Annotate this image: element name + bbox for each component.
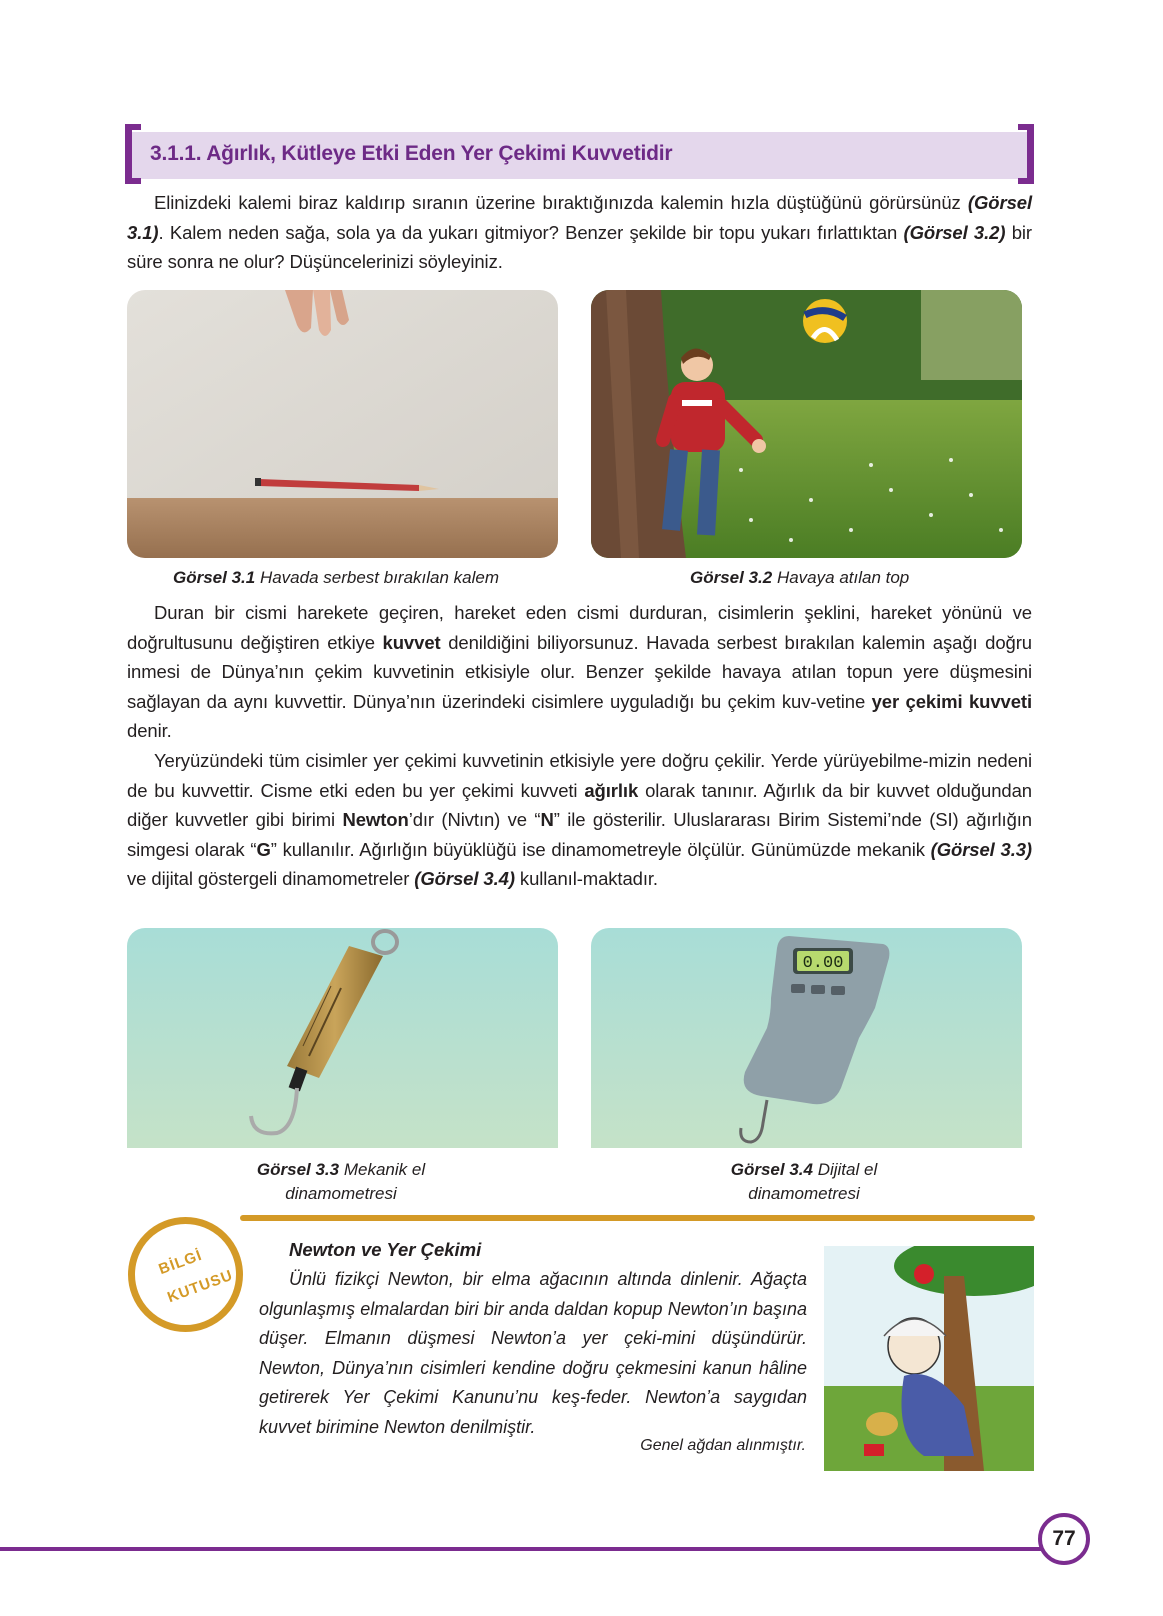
info-box-source: Genel ağdan alınmıştır.	[640, 1437, 806, 1454]
figure-3-2-caption: Görsel 3.2 Havaya atılan top	[690, 568, 910, 587]
figure-3-1-caption: Görsel 3.1 Havada serbest bırakılan kalem	[173, 568, 500, 587]
figure-3-3-photo	[127, 928, 558, 1148]
header-bracket-left-bottom	[125, 178, 141, 184]
figure-3-4-caption: Görsel 3.4 Dijital el dinamometresi	[730, 1160, 878, 1203]
body-paragraph-2: Yeryüzündeki tüm cisimler yer çekimi kuvvetinin etkisiyle yere doğru çekilir. Yerde yürüyebilme-mizin nedeni de bu kuvvettir. Cisme etki eden bu yer çekimi kuvveti ağırlık olarak tanınır. Ağırlık da bir kuvvet olduğundan diğer kuvvetler gibi birimi Newton’dır (Nivtın) ve “N” ile gösterilir. Uluslararası Birim Sistemi’nde (SI) ağırlığın simgesi olarak “G” kullanılır. Ağırlığın büyüklüğü ise dinamometreyle ölçülür. Günümüzde mekanik (Görsel 3.3) ve dijital göstergeli dinamometreler (Görsel 3.4) kullanıl-maktadır.	[127, 750, 1032, 889]
info-box-rule	[240, 1215, 1035, 1221]
header-bracket-right-bottom	[1018, 178, 1034, 184]
info-box-badge-line1: BİLGİ	[156, 1246, 205, 1279]
info-box-text: Ünlü fizikçi Newton, bir elma ağacının altında dinlenir. Ağaçta olgunlaşmış elmalardan biri bir anda daldan kopup Newton’ın başına düşer. Elmanın düşmesi Newton’a yer çeki-mini düşündürür. Newton, Dünya’nın cisimleri kendine doğru çekmesini kanun hâline getirerek Yer Çekimi Kanunu’nu keş-feder. Newton’a saygıdan kuvvet birimine Newton denilmiştir.	[259, 1269, 807, 1437]
figure-3-1-photo	[127, 290, 558, 558]
header-bracket-right	[1027, 124, 1034, 184]
body-paragraph-1: Duran bir cismi harekete geçiren, hareket eden cismi durduran, cisimlerin şeklini, hareket yönünü ve doğrultusunu değiştiren etkiye kuvvet denildiğini biliyorsunuz. Havada serbest bırakılan kalemin aşağı doğru inmesi de Dünya’nın çekim kuvvetinin etkisiyle olur. Benzer şekilde havaya atılan topun yere düşmesini sağlayan da aynı kuvvettir. Dünya’nın üzerindeki cisimlere uyguladığı bu çekim kuv-vetine yer çekimi kuvveti denir.	[127, 602, 1032, 741]
intro-paragraph: Elinizdeki kalemi biraz kaldırıp sıranın üzerine bıraktığınızda kalemin hızla düştüğünü görürsünüz (Görsel 3.1). Kalem neden sağa, sola ya da yukarı gitmiyor? Benzer şekilde bir topu yukarı fırlattıktan (Görsel 3.2) bir süre sonra ne olur? Düşüncelerinizi söyleyiniz.	[127, 192, 1032, 272]
footer-rule	[0, 1547, 1043, 1551]
figure-3-3-caption: Görsel 3.3 Mekanik el dinamometresi	[256, 1160, 426, 1203]
info-box-title: Newton ve Yer Çekimi	[289, 1239, 482, 1260]
figure-3-2-photo	[591, 290, 1022, 558]
scale-display-value: 0.00	[802, 954, 844, 973]
section-title: 3.1.1. Ağırlık, Kütleye Etki Eden Yer Çekimi Kuvvetidir	[150, 142, 673, 165]
page-number: 77	[1038, 1513, 1090, 1565]
info-box-badge-line2: KUTUSU	[165, 1266, 236, 1307]
figure-3-4-photo	[591, 928, 1022, 1148]
header-bracket-left	[125, 124, 132, 184]
newton-illustration	[824, 1246, 1034, 1471]
header-bracket-left-top	[125, 124, 141, 130]
header-bracket-right-top	[1018, 124, 1034, 130]
